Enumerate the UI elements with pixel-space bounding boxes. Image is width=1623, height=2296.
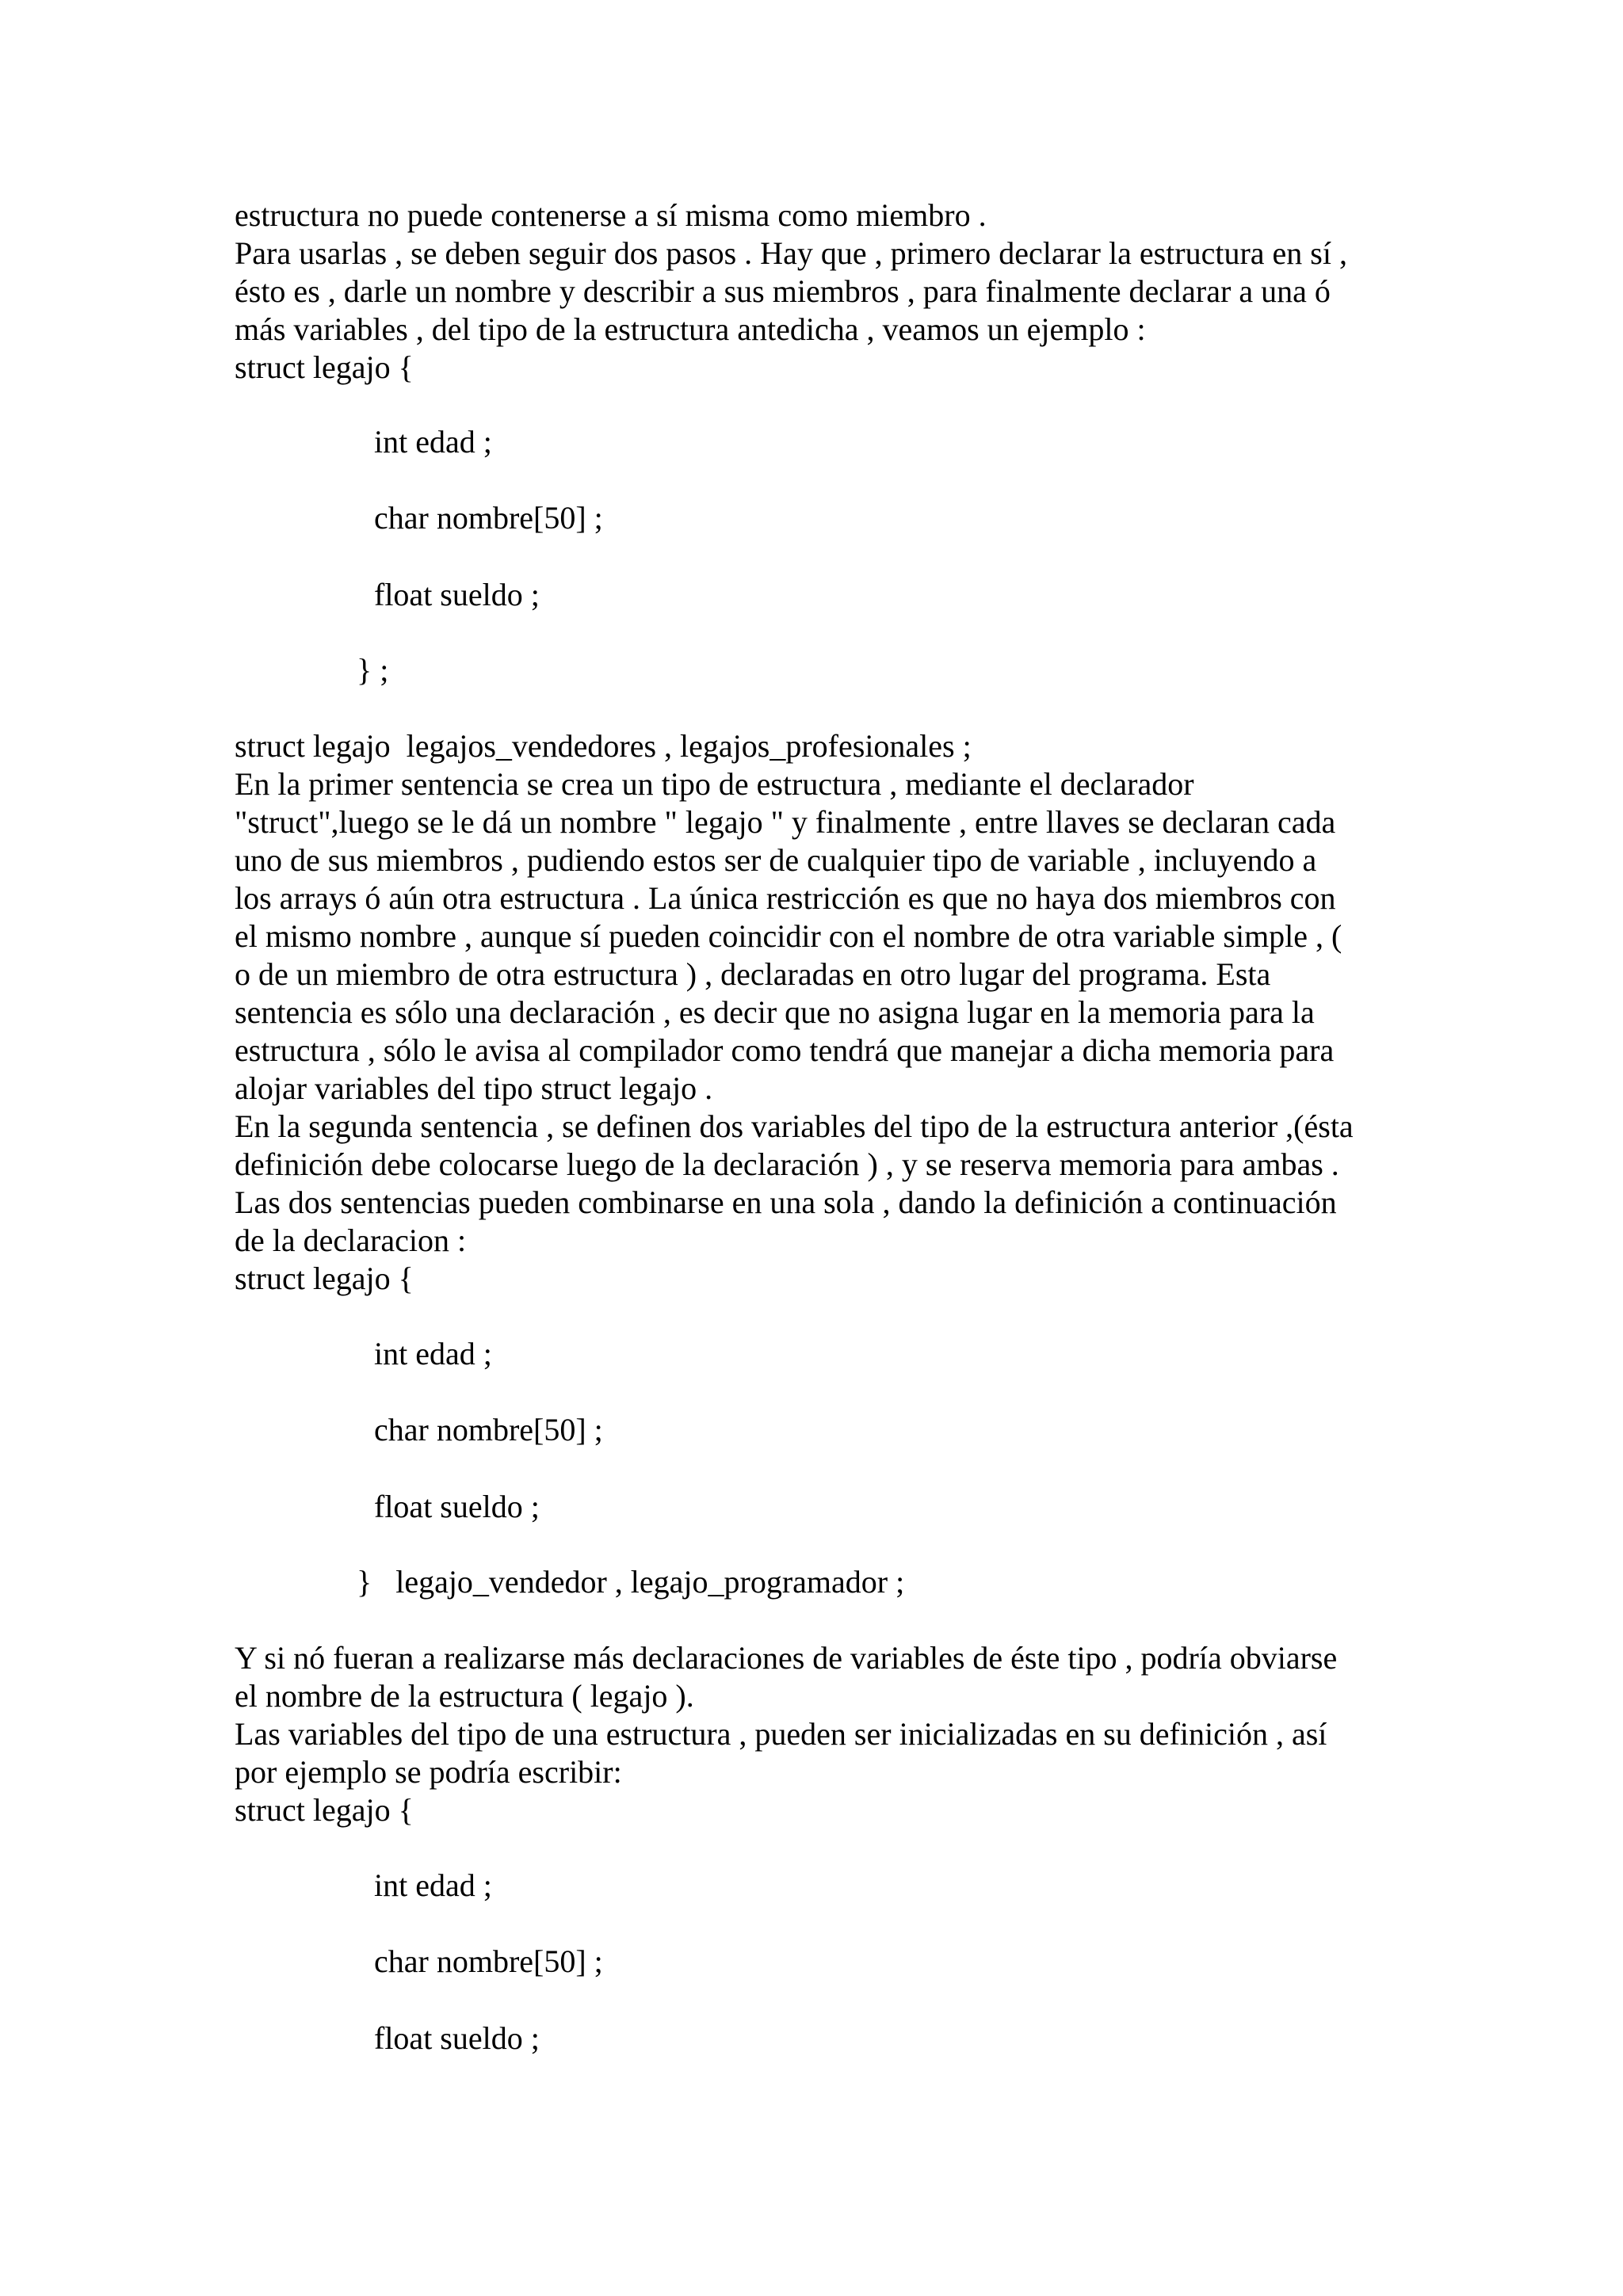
text-line: uno de sus miembros , pudiendo estos ser de cualquier tipo de variable , incluyendo a xyxy=(235,842,1317,878)
code-line: float sueldo ; xyxy=(374,577,540,612)
text-line: de la declaracion : xyxy=(235,1222,467,1258)
text-line: sentencia es sólo una declaración , es decir que no asigna lugar en la memoria para la xyxy=(235,994,1315,1030)
code-line: struct legajo legajos_vendedores , legajos_profesionales ; xyxy=(235,728,972,764)
text-line: alojar variables del tipo struct legajo . xyxy=(235,1070,713,1106)
code-line: } ; xyxy=(357,652,389,688)
code-line: float sueldo ; xyxy=(374,1489,540,1524)
text-line: ésto es , darle un nombre y describir a sus miembros , para finalmente declarar a una ó xyxy=(235,273,1331,309)
text-line: los arrays ó aún otra estructura . La única restricción es que no haya dos miembros con xyxy=(235,880,1336,916)
text-line: Y si nó fueran a realizarse más declaraciones de variables de éste tipo , podría obviarse xyxy=(235,1640,1338,1676)
text-line: definición debe colocarse luego de la declaración ) , y se reserva memoria para ambas . xyxy=(235,1146,1339,1182)
code-line: char nombre[50] ; xyxy=(374,500,603,536)
text-line: o de un miembro de otra estructura ) , declaradas en otro lugar del programa. Esta xyxy=(235,956,1271,992)
code-line: struct legajo { xyxy=(235,1261,414,1296)
text-line: el mismo nombre , aunque sí pueden coincidir con el nombre de otra variable simple , ( xyxy=(235,918,1342,954)
code-line: struct legajo { xyxy=(235,1792,414,1828)
text-line: Las dos sentencias pueden combinarse en una sola , dando la definición a continuación xyxy=(235,1184,1337,1220)
code-line: char nombre[50] ; xyxy=(374,1412,603,1447)
code-line: struct legajo { xyxy=(235,349,414,385)
code-line: int edad ; xyxy=(374,424,492,460)
text-line: En la segunda sentencia , se definen dos variables del tipo de la estructura anterior ,(ésta xyxy=(235,1108,1354,1144)
text-line: En la primer sentencia se crea un tipo de estructura , mediante el declarador xyxy=(235,766,1194,802)
code-line: int edad ; xyxy=(374,1867,492,1903)
text-line: "struct",luego se le dá un nombre " legajo " y finalmente , entre llaves se declaran cada xyxy=(235,804,1336,840)
text-line: estructura , sólo le avisa al compilador como tendrá que manejar a dicha memoria para xyxy=(235,1032,1335,1068)
code-line: } legajo_vendedor , legajo_programador ; xyxy=(357,1564,905,1600)
text-line: más variables , del tipo de la estructura antedicha , veamos un ejemplo : xyxy=(235,311,1146,347)
code-line: float sueldo ; xyxy=(374,2020,540,2056)
text-line: el nombre de la estructura ( legajo ). xyxy=(235,1678,694,1714)
text-line: Para usarlas , se deben seguir dos pasos . Hay que , primero declarar la estructura en sí , xyxy=(235,235,1347,271)
text-line: por ejemplo se podría escribir: xyxy=(235,1754,622,1790)
text-line: Las variables del tipo de una estructura , pueden ser inicializadas en su definición , así xyxy=(235,1716,1327,1752)
code-line: int edad ; xyxy=(374,1336,492,1371)
code-line: char nombre[50] ; xyxy=(374,1943,603,1979)
text-line: estructura no puede contenerse a sí misma como miembro . xyxy=(235,197,987,233)
